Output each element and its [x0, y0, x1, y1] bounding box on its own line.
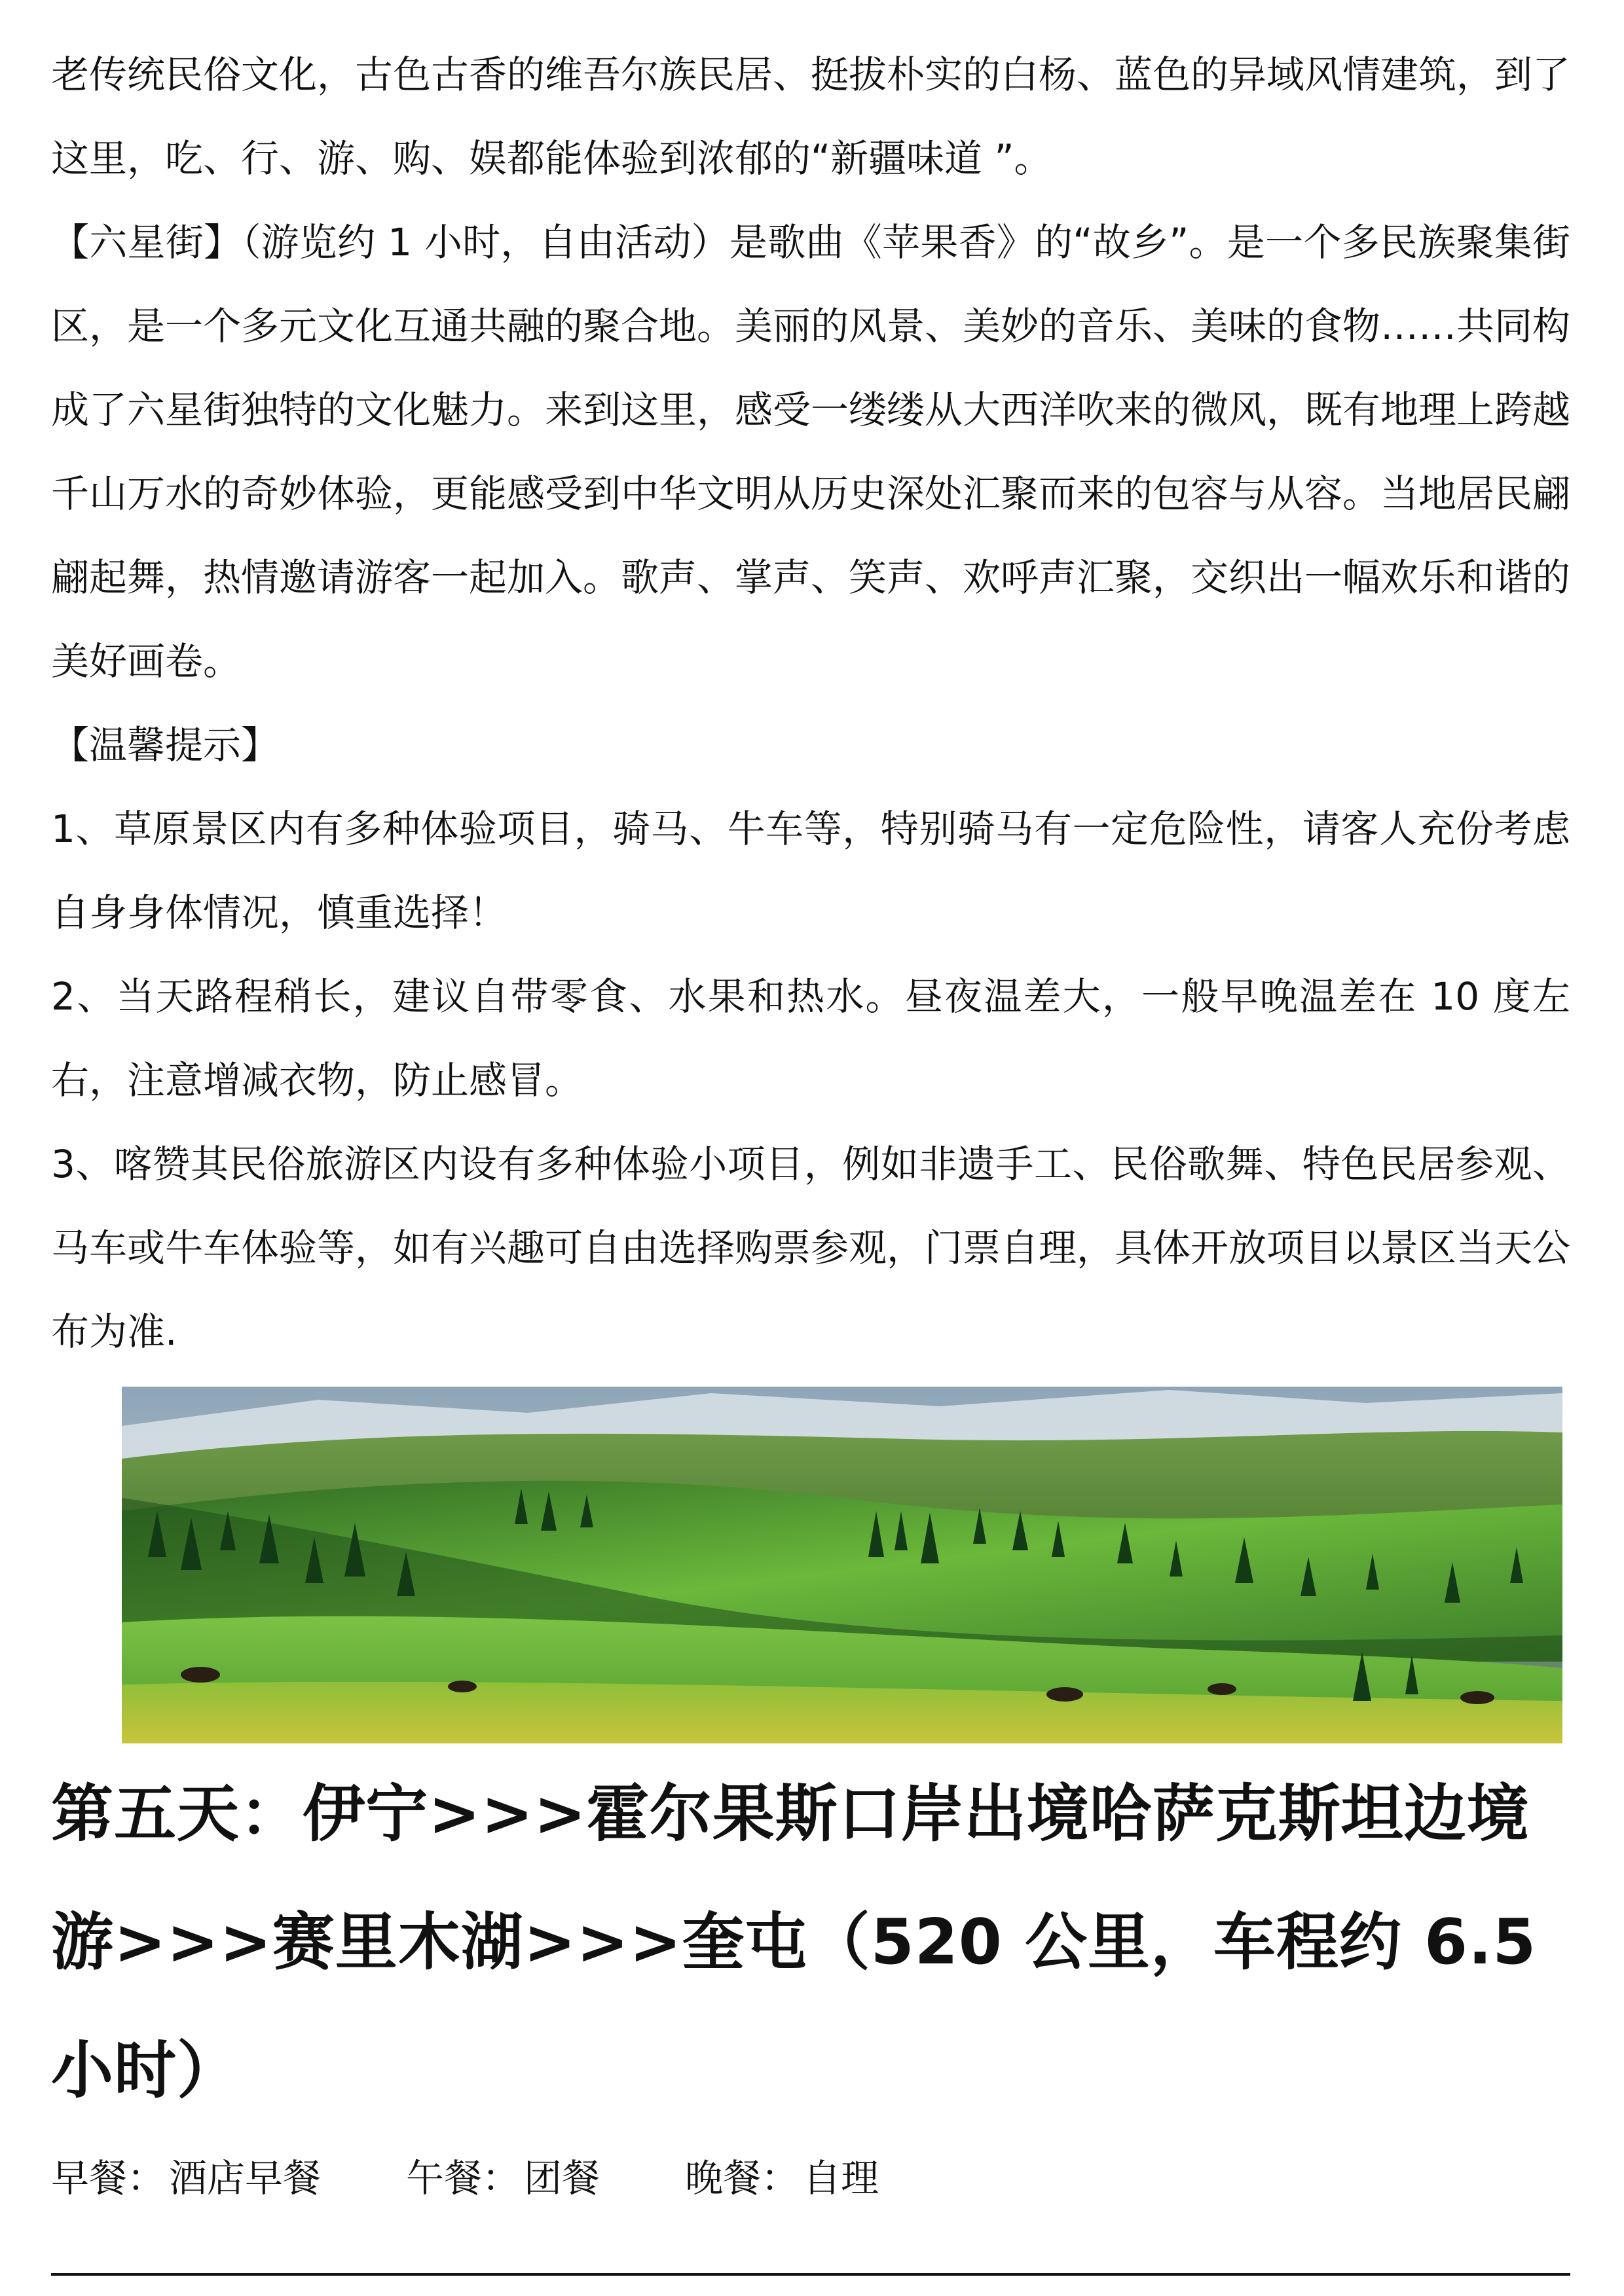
- meals-row: [51, 2139, 1570, 2217]
- day-five-title: 第五天：伊宁>>>霍尔果斯口岸出境哈萨克斯坦边境游>>>赛里木湖>>>奎屯（520 公里，车程约 6.5 小时）: [51, 1778, 1537, 2107]
- liuxingjie-paragraph: 【六星街】（游览约 1 小时，自由活动）是歌曲《苹果香》的“故乡”。是一个多民族聚集街区，是一个多元文化互通共融的聚合地。美丽的风景、美妙的音乐、美味的食物……共同构成了六星街独特的文化魅力。来到这里，感受一缕缕从大西洋吹来的微风，既有地理上跨越千山万水的奇妙体验，更能感受到中华文明从历史深处汇聚而来的包容与从容。当地居民翩翩起舞，热情邀请游客一起加入。歌声、掌声、笑声、欢呼声汇聚，交织出一幅欢乐和谐的美好画卷。: [51, 220, 1571, 683]
- intro-paragraph: 老传统民俗文化，古色古香的维吾尔族民居、挺拔朴实的白杨、蓝色的异域风情建筑，到了这里，吃、行、游、购、娱都能体验到浓郁的“新疆味道 ”。: [51, 52, 1571, 181]
- tip-item-2: 2、当天路程稍长，建议自带零食、水果和热水。昼夜温差大，一般早晚温差在 10 度左右，注意增减衣物，防止感冒。: [51, 974, 1570, 1102]
- meal-dinner: [685, 2139, 879, 2217]
- grassland-photo: [122, 1387, 1562, 1743]
- bottom-divider: [51, 2273, 1570, 2276]
- meal-breakfast: [51, 2139, 321, 2217]
- meal-lunch-value: 团餐: [524, 2156, 600, 2200]
- meal-breakfast-value: 酒店早餐: [169, 2156, 322, 2200]
- meal-breakfast-label: 早餐：: [51, 2156, 166, 2200]
- tip-item-3: 3、喀赞其民俗旅游区内设有多种体验小项目，例如非遗手工、民俗歌舞、特色民居参观、马车或牛车体验等，如有兴趣可自由选择购票参观，门票自理，具体开放项目以景区当天公布为准.: [51, 1142, 1571, 1354]
- tips-heading: 【温馨提示】: [51, 723, 280, 767]
- meal-lunch-label: 午餐：: [406, 2156, 521, 2200]
- grassland-landscape-image: [122, 1387, 1562, 1743]
- meal-dinner-label: 晚餐：: [685, 2156, 800, 2200]
- document-page: [51, 0, 1570, 2217]
- meal-dinner-value: 自理: [803, 2156, 879, 2200]
- meal-lunch: [406, 2139, 600, 2217]
- tip-item-1: 1、草原景区内有多种体验项目，骑马、牛车等，特别骑马有一定危险性，请客人充份考虑自身身体情况，慎重选择！: [51, 807, 1570, 935]
